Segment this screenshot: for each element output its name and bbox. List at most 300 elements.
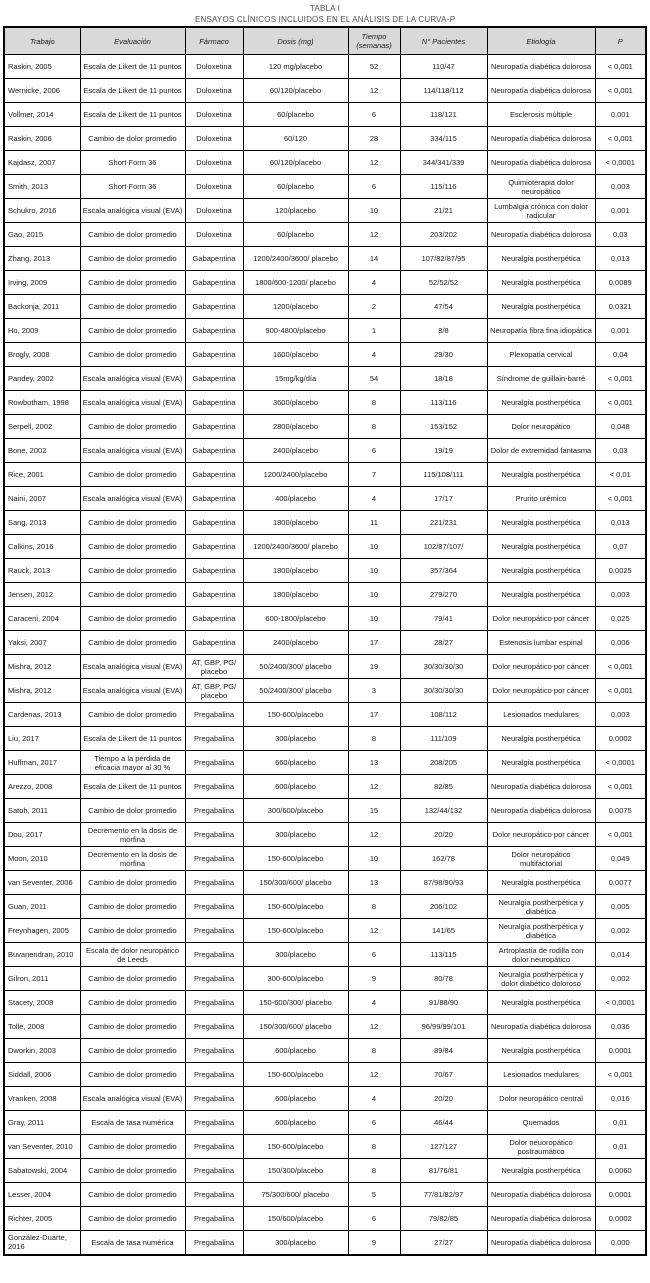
table-cell: 4 — [348, 343, 400, 367]
table-cell: 118/121 — [400, 103, 487, 127]
table-cell: Pregabalina — [185, 1135, 243, 1159]
table-cell: 17/17 — [400, 487, 487, 511]
table-cell: Wernicke, 2006 — [4, 79, 80, 103]
table-cell: Gabapentina — [185, 271, 243, 295]
table-cell: Cambio de dolor promedio — [80, 871, 185, 895]
header-cell: P — [595, 27, 646, 55]
table-cell: Duloxetina — [185, 127, 243, 151]
table-cell: 6 — [348, 1111, 400, 1135]
table-cell: Pregabalina — [185, 1183, 243, 1207]
table-cell: Escala analógica visual (EVA) — [80, 487, 185, 511]
table-cell: 150/300/600/ placebo — [243, 871, 348, 895]
table-row — [4, 1159, 646, 1183]
table-cell: 0,0077 — [595, 871, 646, 895]
table-cell: 120/placebo — [243, 199, 348, 223]
table-cell: 11 — [348, 511, 400, 535]
table-cell: Huffman, 2017 — [4, 751, 80, 775]
table-number: TABLA I — [309, 4, 341, 13]
table-cell: Tiempo a la pérdida de eficacia mayor al 30 % — [80, 751, 185, 775]
table-cell: Neuropatía diabética dolorosa — [487, 1207, 595, 1231]
table-row — [4, 655, 646, 679]
table-cell: Escala analógica visual (EVA) — [80, 199, 185, 223]
table-cell: Duloxetina — [185, 151, 243, 175]
table-cell: 0,005 — [595, 895, 646, 919]
table-cell: Dolor de extremidad fantasma — [487, 439, 595, 463]
table-cell: Tolle, 2008 — [4, 1015, 80, 1039]
table-cell: Backonja, 2011 — [4, 295, 80, 319]
table-cell: 113/116 — [400, 391, 487, 415]
table-cell: 600/placebo — [243, 1087, 348, 1111]
table-cell: Quemados — [487, 1111, 595, 1135]
table-cell: < 0,01 — [595, 463, 646, 487]
table-cell: Vollmer, 2014 — [4, 103, 80, 127]
table-cell: Cambio de dolor promedio — [80, 607, 185, 631]
table-cell: Pregabalina — [185, 1111, 243, 1135]
table-cell: Decremento en la dosis de morfina — [80, 823, 185, 847]
table-cell: 10 — [348, 559, 400, 583]
table-cell: Escala analógica visual (EVA) — [80, 439, 185, 463]
table-cell: Neuralgia postherpética y diabética — [487, 919, 595, 943]
table-cell: Neuralgia postherpética — [487, 535, 595, 559]
table-cell: 0,07 — [595, 535, 646, 559]
table-row — [4, 103, 646, 127]
table-cell: 0,025 — [595, 607, 646, 631]
table-cell: Gabapentina — [185, 583, 243, 607]
table-cell: 50/2400/300/ placebo — [243, 679, 348, 703]
table-cell: 6 — [348, 439, 400, 463]
table-cell: 8 — [348, 895, 400, 919]
table-cell: 12 — [348, 919, 400, 943]
table-cell: Neuralgia postherpética — [487, 271, 595, 295]
table-cell: Smith, 2013 — [4, 175, 80, 199]
table-cell: Pregabalina — [185, 1231, 243, 1255]
table-cell: Mishra, 2012 — [4, 655, 80, 679]
table-cell: 111/109 — [400, 727, 487, 751]
header-cell: Evaluación — [80, 27, 185, 55]
table-cell: 8 — [348, 1039, 400, 1063]
header-row — [4, 27, 646, 55]
table-cell: Pregabalina — [185, 991, 243, 1015]
table-cell: 3 — [348, 679, 400, 703]
table-row — [4, 895, 646, 919]
table-cell: < 0,001 — [595, 823, 646, 847]
table-cell: Pregabalina — [185, 823, 243, 847]
table-cell: 13 — [348, 871, 400, 895]
table-cell: 3600/placebo — [243, 391, 348, 415]
table-cell: Gray, 2011 — [4, 1111, 80, 1135]
table-cell: Pregabalina — [185, 919, 243, 943]
table-cell: AT, GBP, PG/ placebo — [185, 679, 243, 703]
table-cell: Dolor neuropático por cáncer — [487, 679, 595, 703]
table-cell: Neuropatía diabética dolorosa — [487, 151, 595, 175]
table-cell: 344/341/339 — [400, 151, 487, 175]
table-cell: Neuralgia postherpética — [487, 751, 595, 775]
table-cell: 4 — [348, 487, 400, 511]
table-cell: 279/270 — [400, 583, 487, 607]
table-cell: < 0,0001 — [595, 151, 646, 175]
table-cell: 12 — [348, 1015, 400, 1039]
table-row — [4, 151, 646, 175]
table-row — [4, 1087, 646, 1111]
table-cell: 150-600/placebo — [243, 919, 348, 943]
table-body — [4, 55, 646, 1255]
table-cell: Cambio de dolor promedio — [80, 463, 185, 487]
table-cell: Gilron, 2011 — [4, 967, 80, 991]
table-row — [4, 271, 646, 295]
table-cell: Irving, 2009 — [4, 271, 80, 295]
table-cell: Gao, 2015 — [4, 223, 80, 247]
table-cell: 1800/placebo — [243, 559, 348, 583]
table-cell: Short Form 36 — [80, 175, 185, 199]
table-row — [4, 727, 646, 751]
table-row — [4, 463, 646, 487]
table-cell: 1200/placebo — [243, 295, 348, 319]
table-cell: 28/27 — [400, 631, 487, 655]
table-cell: van Seventer, 2010 — [4, 1135, 80, 1159]
header-cell: Tiempo (semanas) — [348, 27, 400, 55]
table-cell: Gabapentina — [185, 607, 243, 631]
table-cell: 150-600/placebo — [243, 1063, 348, 1087]
table-cell: 8/8 — [400, 319, 487, 343]
table-cell: Neuralgia postherpética y diabética — [487, 895, 595, 919]
table-cell: Zhang, 2013 — [4, 247, 80, 271]
table-cell: 80/78 — [400, 967, 487, 991]
table-cell: < 0,001 — [595, 367, 646, 391]
table-cell: Duloxetina — [185, 55, 243, 79]
table-cell: 0,03 — [595, 439, 646, 463]
table-cell: Escala de Likert de 11 puntos — [80, 79, 185, 103]
table-row — [4, 439, 646, 463]
table-cell: Duloxetina — [185, 175, 243, 199]
table-cell: 150-600/placebo — [243, 703, 348, 727]
table-cell: Escala analógica visual (EVA) — [80, 367, 185, 391]
table-cell: 300/placebo — [243, 727, 348, 751]
table-cell: 6 — [348, 943, 400, 967]
table-cell: 132/44/132 — [400, 799, 487, 823]
table-row — [4, 175, 646, 199]
table-cell: Cambio de dolor promedio — [80, 919, 185, 943]
table-cell: Duloxetina — [185, 199, 243, 223]
table-cell: 15mg/kg/día — [243, 367, 348, 391]
table-cell: Guan, 2011 — [4, 895, 80, 919]
table-cell: Dworkin, 2003 — [4, 1039, 80, 1063]
table-cell: 0,003 — [595, 583, 646, 607]
table-cell: Cambio de dolor promedio — [80, 319, 185, 343]
table-row — [4, 295, 646, 319]
table-cell: Raskin, 2006 — [4, 127, 80, 151]
table-cell: 8 — [348, 415, 400, 439]
table-cell: 0,001 — [595, 199, 646, 223]
table-cell: Pregabalina — [185, 1015, 243, 1039]
table-cell: Cambio de dolor promedio — [80, 799, 185, 823]
table-cell: Cambio de dolor promedio — [80, 511, 185, 535]
table-title — [0, 14, 650, 25]
table-cell: Pregabalina — [185, 1159, 243, 1183]
table-cell: Plexopatía cervical — [487, 343, 595, 367]
table-cell: Sabatowski, 2004 — [4, 1159, 80, 1183]
table-cell: 19 — [348, 655, 400, 679]
table-cell: 12 — [348, 775, 400, 799]
table-cell: 150/300/placebo — [243, 1159, 348, 1183]
table-cell: Gabapentina — [185, 511, 243, 535]
table-cell: 91/88/90 — [400, 991, 487, 1015]
table-cell: Lesionados medulares — [487, 703, 595, 727]
table-cell: 600-1800/placebo — [243, 607, 348, 631]
table-cell: Gabapentina — [185, 319, 243, 343]
table-cell: Dolor neuropático por cáncer — [487, 655, 595, 679]
table-cell: 113/115 — [400, 943, 487, 967]
table-cell: Cambio de dolor promedio — [80, 559, 185, 583]
table-cell: 30/30/30/30 — [400, 679, 487, 703]
table-cell: Neuralgia postherpética — [487, 247, 595, 271]
table-cell: Lesser, 2004 — [4, 1183, 80, 1207]
table-cell: Sang, 2013 — [4, 511, 80, 535]
table-cell: 12 — [348, 823, 400, 847]
clinical-trials-table — [3, 26, 647, 1256]
table-cell: < 0,001 — [595, 655, 646, 679]
table-cell: 600/placebo — [243, 1111, 348, 1135]
table-cell: 0,002 — [595, 919, 646, 943]
table-cell: Cambio de dolor promedio — [80, 703, 185, 727]
table-cell: 12 — [348, 1063, 400, 1087]
table-cell: Neuralgia postherpética — [487, 871, 595, 895]
table-cell: 9 — [348, 1231, 400, 1255]
table-cell: Ho, 2009 — [4, 319, 80, 343]
table-cell: Dou, 2017 — [4, 823, 80, 847]
table-cell: Rowbotham, 1998 — [4, 391, 80, 415]
table-cell: 0,0060 — [595, 1159, 646, 1183]
table-cell: Cardenas, 2013 — [4, 703, 80, 727]
table-row — [4, 199, 646, 223]
table-cell: 0,002 — [595, 967, 646, 991]
table-cell: 8 — [348, 1135, 400, 1159]
table-cell: 60/placebo — [243, 103, 348, 127]
table-row — [4, 1207, 646, 1231]
table-cell: 70/67 — [400, 1063, 487, 1087]
table-cell: 10 — [348, 847, 400, 871]
table-cell: Gabapentina — [185, 535, 243, 559]
table-cell: Cambio de dolor promedio — [80, 535, 185, 559]
table-row — [4, 823, 646, 847]
table-cell: Dolor neuropático por cáncer — [487, 823, 595, 847]
table-cell: Bone, 2002 — [4, 439, 80, 463]
table-cell: 54 — [348, 367, 400, 391]
table-cell: 15 — [348, 799, 400, 823]
table-cell: Escala analógica visual (EVA) — [80, 655, 185, 679]
table-cell: Escala de tasa numérica — [80, 1231, 185, 1255]
table-cell: 5 — [348, 1183, 400, 1207]
table-cell: Stacety, 2008 — [4, 991, 80, 1015]
table-cell: 660/placebo — [243, 751, 348, 775]
table-cell: Lumbalgia crónica con dolor radicular — [487, 199, 595, 223]
table-row — [4, 871, 646, 895]
table-cell: 10 — [348, 199, 400, 223]
table-cell: Cambio de dolor promedio — [80, 1039, 185, 1063]
table-cell: 0,048 — [595, 415, 646, 439]
table-cell: Schukro, 2016 — [4, 199, 80, 223]
table-cell: 52 — [348, 55, 400, 79]
table-cell: 75/300/600/ placebo — [243, 1183, 348, 1207]
table-cell: 0,04 — [595, 343, 646, 367]
table-cell: Escala analógica visual (EVA) — [80, 1087, 185, 1111]
table-cell: Cambio de dolor promedio — [80, 1159, 185, 1183]
table-title-text: ENSAYOS CLÍNICOS INCLUIDOS EN EL ANÁLISIS DE LA CURVA- — [194, 15, 450, 24]
table-cell: Pregabalina — [185, 751, 243, 775]
table-cell: Pregabalina — [185, 703, 243, 727]
table-cell: Neuralgia postherpética — [487, 1159, 595, 1183]
table-cell: Cambio de dolor promedio — [80, 1183, 185, 1207]
table-cell: Gabapentina — [185, 631, 243, 655]
table-cell: Pregabalina — [185, 727, 243, 751]
table-cell: Neuropatía diabética dolorosa — [487, 1183, 595, 1207]
table-row — [4, 631, 646, 655]
table-cell: Neuralgia postherpética — [487, 391, 595, 415]
table-cell: Neuralgia postherpética — [487, 583, 595, 607]
header-cell: Etiología — [487, 27, 595, 55]
table-cell: Caraceni, 2004 — [4, 607, 80, 631]
table-row — [4, 967, 646, 991]
table-cell: Cambio de dolor promedio — [80, 127, 185, 151]
table-cell: Pregabalina — [185, 871, 243, 895]
table-row — [4, 991, 646, 1015]
table-cell: 4 — [348, 991, 400, 1015]
table-cell: Esclerosis múltiple — [487, 103, 595, 127]
table-cell: Rice, 2001 — [4, 463, 80, 487]
table-cell: Síndrome de guillain-barré — [487, 367, 595, 391]
table-cell: 1800/placebo — [243, 511, 348, 535]
table-cell: Cambio de dolor promedio — [80, 895, 185, 919]
table-row — [4, 607, 646, 631]
table-cell: 1800/placebo — [243, 583, 348, 607]
table-row — [4, 223, 646, 247]
table-cell: 79/41 — [400, 607, 487, 631]
table-cell: Neuralgia postherpética — [487, 991, 595, 1015]
table-row — [4, 127, 646, 151]
table-cell: 79/82/85 — [400, 1207, 487, 1231]
table-cell: 0,036 — [595, 1015, 646, 1039]
table-cell: 8 — [348, 1159, 400, 1183]
table-cell: Cambio de dolor promedio — [80, 343, 185, 367]
table-cell: Escala analógica visual (EVA) — [80, 679, 185, 703]
table-cell: Escala de Likert de 11 puntos — [80, 103, 185, 127]
table-cell: 300/600/placebo — [243, 799, 348, 823]
table-cell: 14 — [348, 247, 400, 271]
table-row — [4, 559, 646, 583]
table-cell: Escala analógica visual (EVA) — [80, 391, 185, 415]
table-cell: Cambio de dolor promedio — [80, 223, 185, 247]
table-cell: 0,013 — [595, 247, 646, 271]
table-cell: Artroplastia de rodilla con dolor neuropático — [487, 943, 595, 967]
table-cell: Cambio de dolor promedio — [80, 1063, 185, 1087]
table-cell: Pregabalina — [185, 1039, 243, 1063]
table-cell: 110/47 — [400, 55, 487, 79]
table-cell: 10 — [348, 607, 400, 631]
table-cell: < 0,001 — [595, 679, 646, 703]
table-row — [4, 775, 646, 799]
table-row — [4, 1183, 646, 1207]
table-cell: < 0,0001 — [595, 991, 646, 1015]
table-cell: 150-600/300/ placebo — [243, 991, 348, 1015]
table-cell: Pregabalina — [185, 895, 243, 919]
table-cell: 0,049 — [595, 847, 646, 871]
table-cell: Pregabalina — [185, 943, 243, 967]
table-cell: Cambio de dolor promedio — [80, 295, 185, 319]
table-cell: 1200/2400/3600/ placebo — [243, 535, 348, 559]
table-cell: Cambio de dolor promedio — [80, 1207, 185, 1231]
table-cell: Satoh, 2011 — [4, 799, 80, 823]
table-row — [4, 919, 646, 943]
table-cell: Rauck, 2013 — [4, 559, 80, 583]
table-row — [4, 487, 646, 511]
table-cell: Duloxetina — [185, 103, 243, 127]
table-cell: 0,0001 — [595, 1039, 646, 1063]
table-cell: 102/87/107/ — [400, 535, 487, 559]
table-cell: < 0,0001 — [595, 751, 646, 775]
table-cell: 107/82/87/95 — [400, 247, 487, 271]
table-cell: 0,0001 — [595, 1183, 646, 1207]
table-caption — [0, 0, 650, 25]
table-cell: Liu, 2017 — [4, 727, 80, 751]
table-cell: 0,006 — [595, 631, 646, 655]
table-cell: Cambio de dolor promedio — [80, 247, 185, 271]
table-cell: 150/600/placebo — [243, 1207, 348, 1231]
table-cell: Naini, 2007 — [4, 487, 80, 511]
table-cell: Neuropatía diabética dolorosa — [487, 799, 595, 823]
table-cell: 1800/600-1200/ placebo — [243, 271, 348, 295]
table-cell: 6 — [348, 1207, 400, 1231]
table-cell: 221/231 — [400, 511, 487, 535]
table-cell: 27/27 — [400, 1231, 487, 1255]
table-cell: Gabapentina — [185, 391, 243, 415]
table-row — [4, 343, 646, 367]
table-row — [4, 583, 646, 607]
table-cell: 60/placebo — [243, 223, 348, 247]
table-cell: 10 — [348, 535, 400, 559]
table-cell: Duloxetina — [185, 223, 243, 247]
table-cell: Neuropatía diabética dolorosa — [487, 775, 595, 799]
table-cell: 300/placebo — [243, 823, 348, 847]
table-cell: Neuralgia postherpética — [487, 463, 595, 487]
table-cell: Kajdasz, 2007 — [4, 151, 80, 175]
table-cell: Dolor neuoropático postraumático — [487, 1135, 595, 1159]
table-cell: 162/78 — [400, 847, 487, 871]
table-cell: Arezzo, 2008 — [4, 775, 80, 799]
table-cell: < 0,001 — [595, 55, 646, 79]
table-cell: 82/85 — [400, 775, 487, 799]
table-cell: 0,01 — [595, 1135, 646, 1159]
table-row — [4, 679, 646, 703]
table-cell: Escala de tasa numérica — [80, 1111, 185, 1135]
table-cell: < 0,001 — [595, 487, 646, 511]
table-cell: 19/19 — [400, 439, 487, 463]
table-cell: 0,0089 — [595, 271, 646, 295]
table-cell: Pandey, 2002 — [4, 367, 80, 391]
table-row — [4, 799, 646, 823]
table-row — [4, 1231, 646, 1255]
table-cell: Raskin, 2005 — [4, 55, 80, 79]
table-cell: 150-600/placebo — [243, 847, 348, 871]
table-cell: Gabapentina — [185, 487, 243, 511]
table-cell: 150/300/600/ placebo — [243, 1015, 348, 1039]
table-cell: 0,003 — [595, 175, 646, 199]
table-cell: 17 — [348, 703, 400, 727]
table-cell: Duloxetina — [185, 79, 243, 103]
table-row — [4, 943, 646, 967]
table-cell: < 0,001 — [595, 79, 646, 103]
table-cell: AT, GBP, PG/ placebo — [185, 655, 243, 679]
table-cell: 21/21 — [400, 199, 487, 223]
table-cell: Neuralgia postherpética — [487, 1039, 595, 1063]
